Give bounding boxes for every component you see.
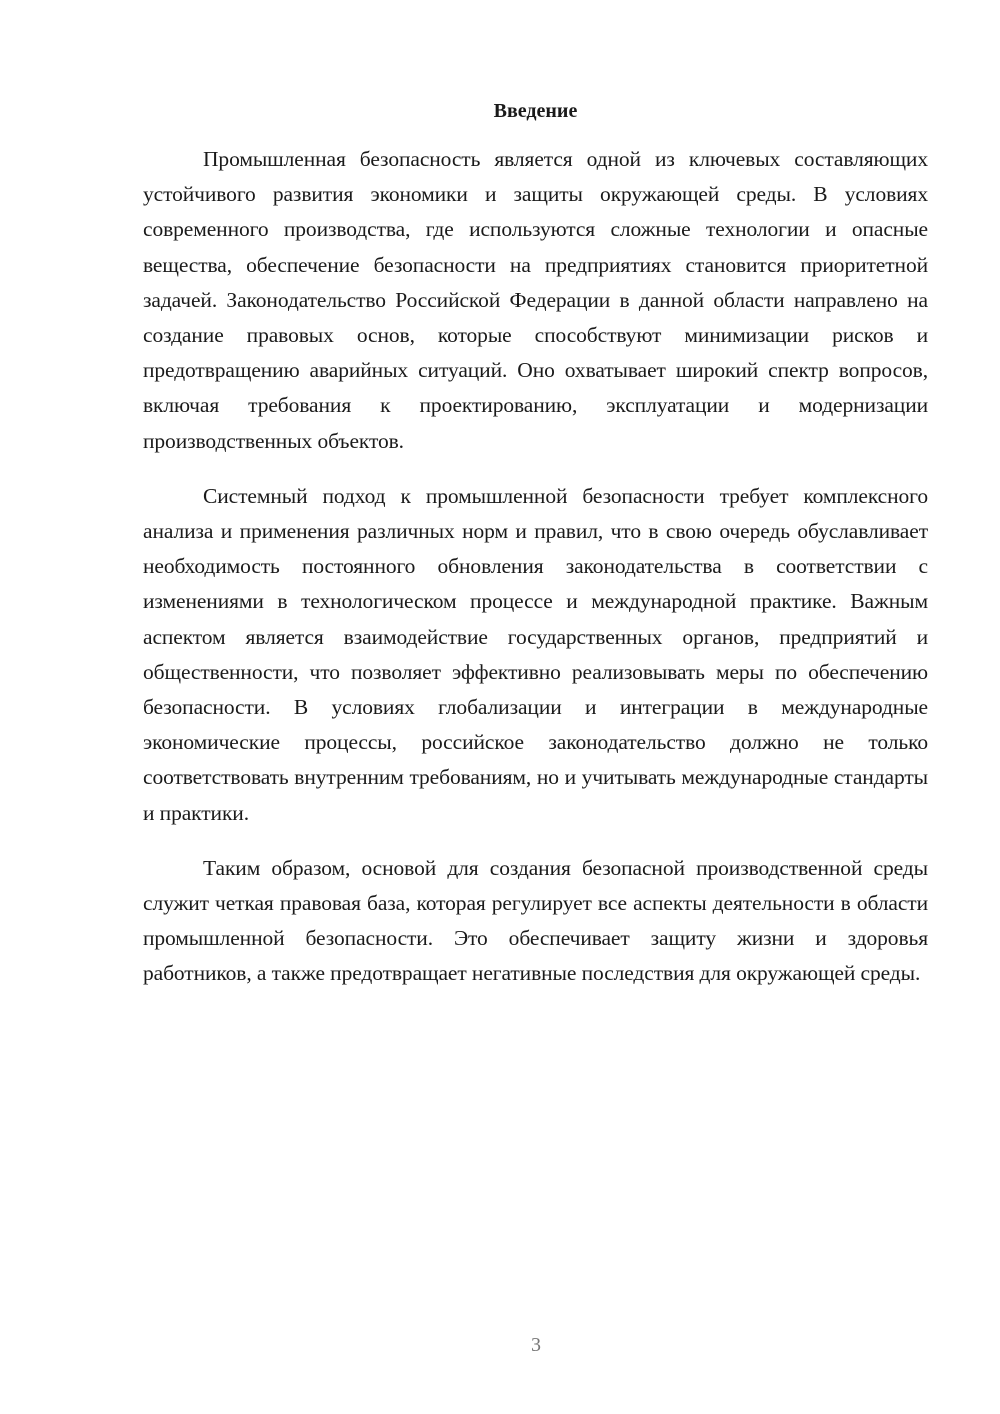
paragraph-1: Промышленная безопасность является одной из ключевых составляющих устойчивого развития экономики и защиты окружающей среды. В условиях современного производства, где используются сложные технологии и опасные вещества, обеспечение безопасности на предприятиях становится приоритетной задачей. Законодательство Российской Федерации в данной области направлено на создание правовых основ, которые способствуют минимизации рисков и предотвращению аварийных ситуаций. Оно охватывает широкий спектр вопросов, включая требования к проектированию, эксплуатации и модернизации производственных объектов. [143, 147, 928, 453]
document-page [143, 96, 928, 1012]
paragraph-3: Таким образом, основой для создания безопасной производственной среды служит четкая правовая база, которая регулирует все аспекты деятельности в области промышленной безопасности. Это обеспечивает защиту жизни и здоровья работников, а также предотвращает негативные последствия для окружающей среды. [143, 855, 928, 986]
section-title: Введение [493, 100, 578, 122]
paragraph-2: Системный подход к промышленной безопасности требует комплексного анализа и применения различных норм и правил, что в свою очередь обуславливает необходимость постоянного обновления законодательства в соответствии с изменениями в технологическом процессе и международной практике. Важным аспектом является взаимодействие государственных органов, предприятий и общественности, что позволяет эффективно реализовывать меры по обеспечению безопасности. В условиях глобализации и интеграции в международные экономические процессы, российское законодательство должно не только соответствовать внутренним требованиям, но и учитывать международные стандарты и практики. [143, 483, 928, 825]
page-number: 3 [531, 1334, 541, 1356]
